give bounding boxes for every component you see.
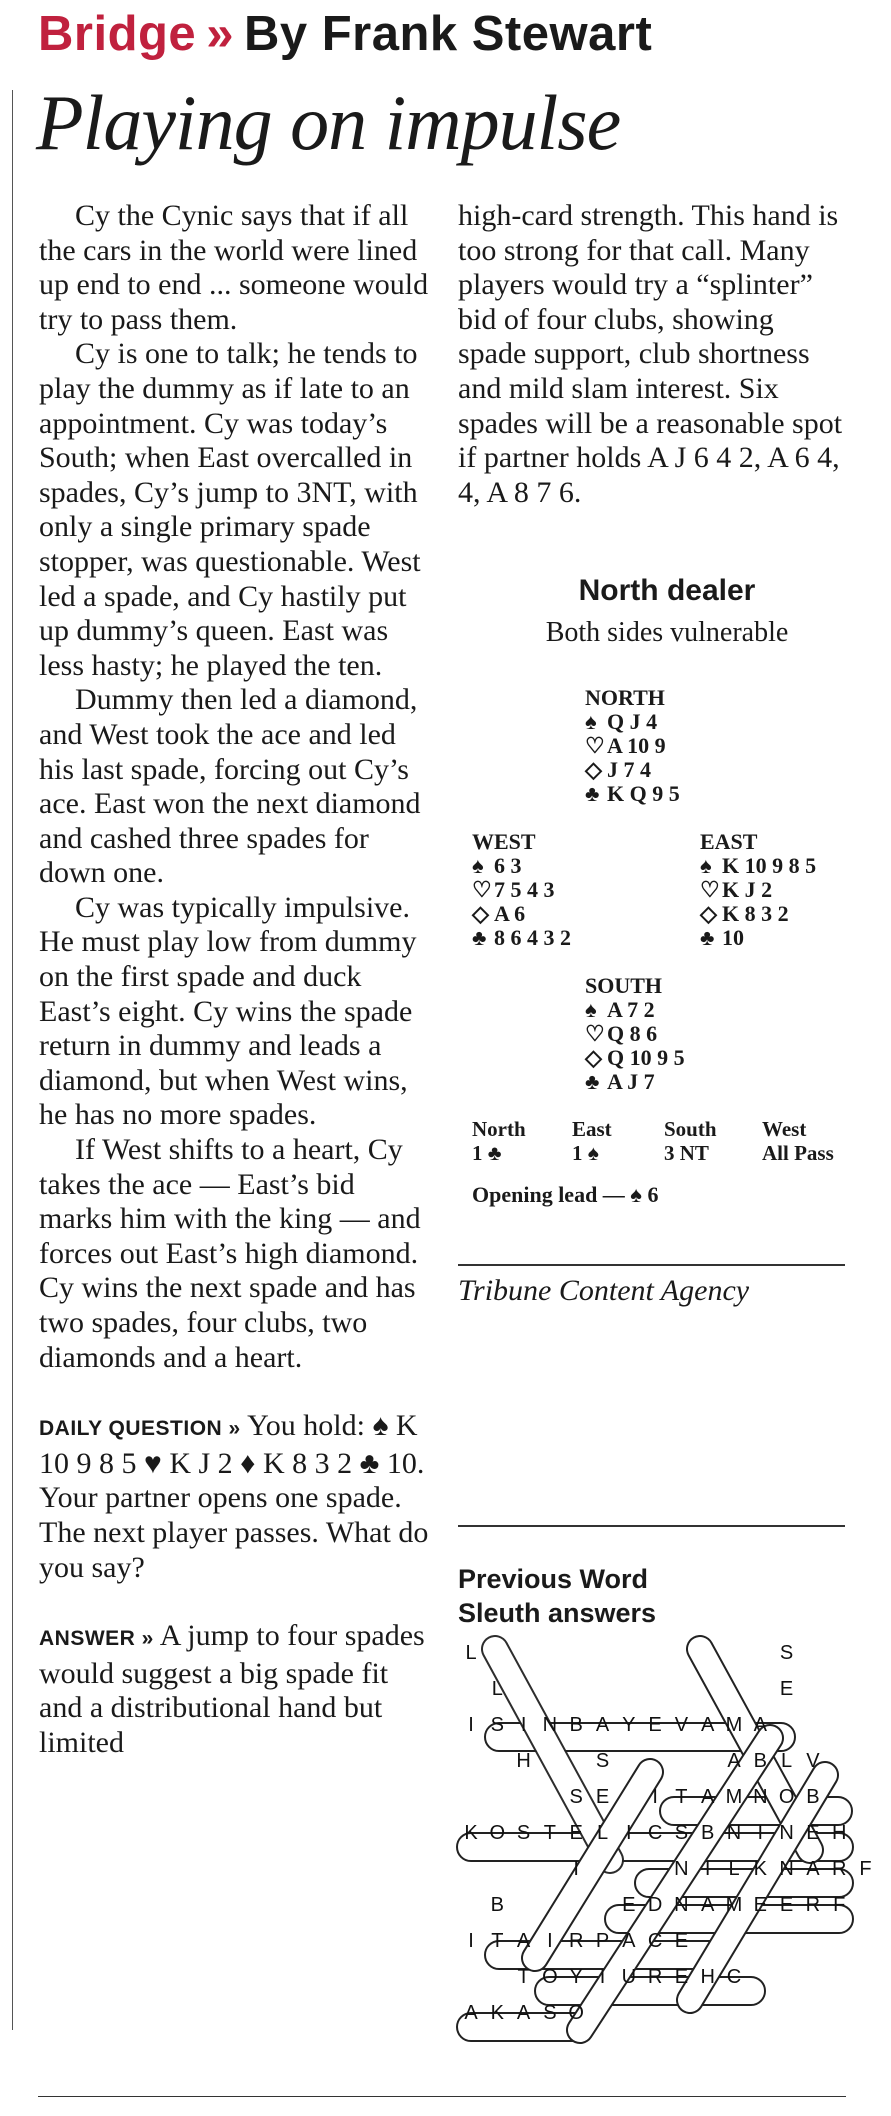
headline: Playing on impulse [36, 79, 621, 166]
word-sleuth-grid [455, 1640, 872, 2080]
hand-label: WEST [472, 829, 536, 854]
north-clubs: K Q 9 5 [607, 781, 680, 806]
answer-continued: high-card strength. This hand is too strong for that call. Many players would try a “splinter” bid of four clubs, showing spade support, club shortness and mild slam interest. Six spades will be a reasonable spot if partner holds A J 6 4 2, A 6 4, 4, A 8 7 6. [458, 199, 843, 509]
west-spades: 6 3 [494, 853, 522, 878]
bid-header: North [472, 1117, 526, 1141]
daily-question-label: DAILY QUESTION » [39, 1417, 241, 1441]
diamond-icon: ◇ [585, 1045, 602, 1070]
heading-line: Previous Word [458, 1564, 649, 1594]
left-margin-rule [0, 90, 13, 2030]
spade-icon: ♠ [585, 709, 597, 734]
paragraph: Cy was typically impulsive. He must play low from dummy on the first spade and duck East’s eight. Cy wins the spade return in dummy and leads a diamond, but when West wins, he has no more spades. [39, 890, 417, 1132]
answer-label: ANSWER » [39, 1627, 154, 1651]
article-column-1 [39, 199, 431, 1761]
bid: 1 ♠ [572, 1141, 599, 1165]
word-sleuth-row: B E D N A M E E R F [490, 1894, 846, 1916]
paragraph: Cy the Cynic says that if all the cars in the world were lined up end to end ... someone would try to pass them. [39, 199, 429, 336]
deal-dealer: North dealer [578, 574, 756, 607]
word-sleuth-row: A K A S O [464, 2002, 584, 2024]
word-sleuth-row: S E I T A M N O B [569, 1786, 820, 1808]
heart-icon: ♡ [585, 1021, 605, 1046]
hand-label: EAST [700, 829, 758, 854]
hand-label: NORTH [585, 685, 665, 710]
word-sleuth-heading [458, 1562, 656, 1630]
word-sleuth-row: I S I N B A Y E V A M A [468, 1714, 767, 1736]
spade-icon: ♠ [472, 853, 484, 878]
spade-icon: ♠ [585, 997, 597, 1022]
north-spades: Q J 4 [607, 709, 658, 734]
hand-south [585, 974, 685, 1094]
diamond-icon: ◇ [585, 757, 602, 782]
bid-header: East [572, 1117, 612, 1141]
north-diamonds: J 7 4 [607, 757, 651, 782]
word-sleuth-row: H S A B L V [516, 1750, 820, 1772]
club-icon: ♣ [472, 925, 487, 950]
south-clubs: A J 7 [607, 1069, 655, 1094]
word-sleuth-row: K O S T E L I C S B N I N E H [464, 1822, 847, 1844]
club-icon: ♣ [585, 1069, 600, 1094]
word-sleuth-row: L E [491, 1678, 794, 1700]
word-sleuth-row: L S [465, 1642, 794, 1664]
west-hearts: 7 5 4 3 [494, 877, 555, 902]
south-spades: A 7 2 [607, 997, 655, 1022]
hand-west [472, 830, 571, 950]
bid: All Pass [762, 1141, 834, 1165]
divider [458, 1525, 845, 1527]
heart-icon: ♡ [472, 877, 492, 902]
divider [458, 1264, 845, 1266]
word-sleuth-row: T O Y I U R E H C [517, 1966, 742, 1988]
hand-label: SOUTH [585, 973, 663, 998]
bidding-table [472, 1117, 834, 1165]
paragraph: Dummy then led a diamond, and West took the ace and led his last spade, forcing out Cy’s ace. East won the next diamond and cashed three spades for down one. [39, 683, 421, 890]
bidding-headers [472, 1117, 834, 1141]
south-hearts: Q 8 6 [607, 1021, 658, 1046]
north-hearts: A 10 9 [607, 733, 666, 758]
club-icon: ♣ [585, 781, 600, 806]
byline: By Frank Stewart [243, 7, 653, 61]
diamond-icon: ◇ [472, 901, 489, 926]
west-diamonds: A 6 [494, 901, 526, 926]
daily-question-text: You hold: ♠ K 10 9 8 5 ♥ K J 2 ♦ K 8 3 2 ♣ 10. Your partner opens one spade. The next player passes. What do you say? [39, 1409, 429, 1584]
west-clubs: 8 6 4 3 2 [494, 925, 571, 950]
paragraph: Cy is one to talk; he tends to play the dummy as if late to an appointment. Cy was today’s South; when East overcalled in spades, Cy’s jump to 3NT, with only a single primary spade stopper, was questionable. West led a spade, and Cy hastily put up dummy’s queen. East was less hasty; he played the ten. [39, 337, 421, 682]
column-header [38, 6, 652, 62]
club-icon: ♣ [700, 925, 715, 950]
bid: 1 ♣ [472, 1141, 502, 1165]
word-sleuth-row: I N I L K N A R F [573, 1858, 872, 1880]
diamond-icon: ◇ [700, 901, 717, 926]
heading-line: Sleuth answers [458, 1598, 657, 1628]
credit-line: Tribune Content Agency [458, 1274, 750, 1307]
bid-header: South [664, 1117, 717, 1141]
paragraph: If West shifts to a heart, Cy takes the ace — East’s bid marks him with the king — and forces out East’s high diamond. Cy wins the next spade and has two spades, four clubs, two diamonds and a heart. [39, 1133, 421, 1374]
opening-lead: Opening lead — ♠ 6 [472, 1182, 659, 1207]
answer-text: A jump to four spades would suggest a big spade fit and a distributional hand but limited [39, 1619, 425, 1759]
bid: 3 NT [664, 1141, 709, 1165]
heart-icon: ♡ [585, 733, 605, 758]
section-name: Bridge [38, 7, 197, 61]
south-diamonds: Q 10 9 5 [607, 1045, 685, 1070]
spade-icon: ♠ [700, 853, 712, 878]
answer [39, 1619, 431, 1760]
heart-icon: ♡ [700, 877, 720, 902]
east-spades: K 10 9 8 5 [722, 853, 817, 878]
east-diamonds: K 8 3 2 [722, 901, 789, 926]
deal-vulnerability: Both sides vulnerable [545, 617, 789, 648]
hand-east [700, 830, 816, 950]
article-column-2 [458, 199, 848, 510]
east-hearts: K J 2 [722, 877, 773, 902]
daily-question [39, 1409, 431, 1585]
hand-north [585, 686, 680, 806]
bottom-rule [38, 2096, 846, 2097]
east-clubs: 10 [722, 925, 744, 950]
bid-header: West [762, 1117, 807, 1141]
header-separator: » [206, 7, 234, 61]
word-sleuth-row: I T A I R P A C E [468, 1930, 689, 1952]
bidding-row [472, 1141, 834, 1165]
